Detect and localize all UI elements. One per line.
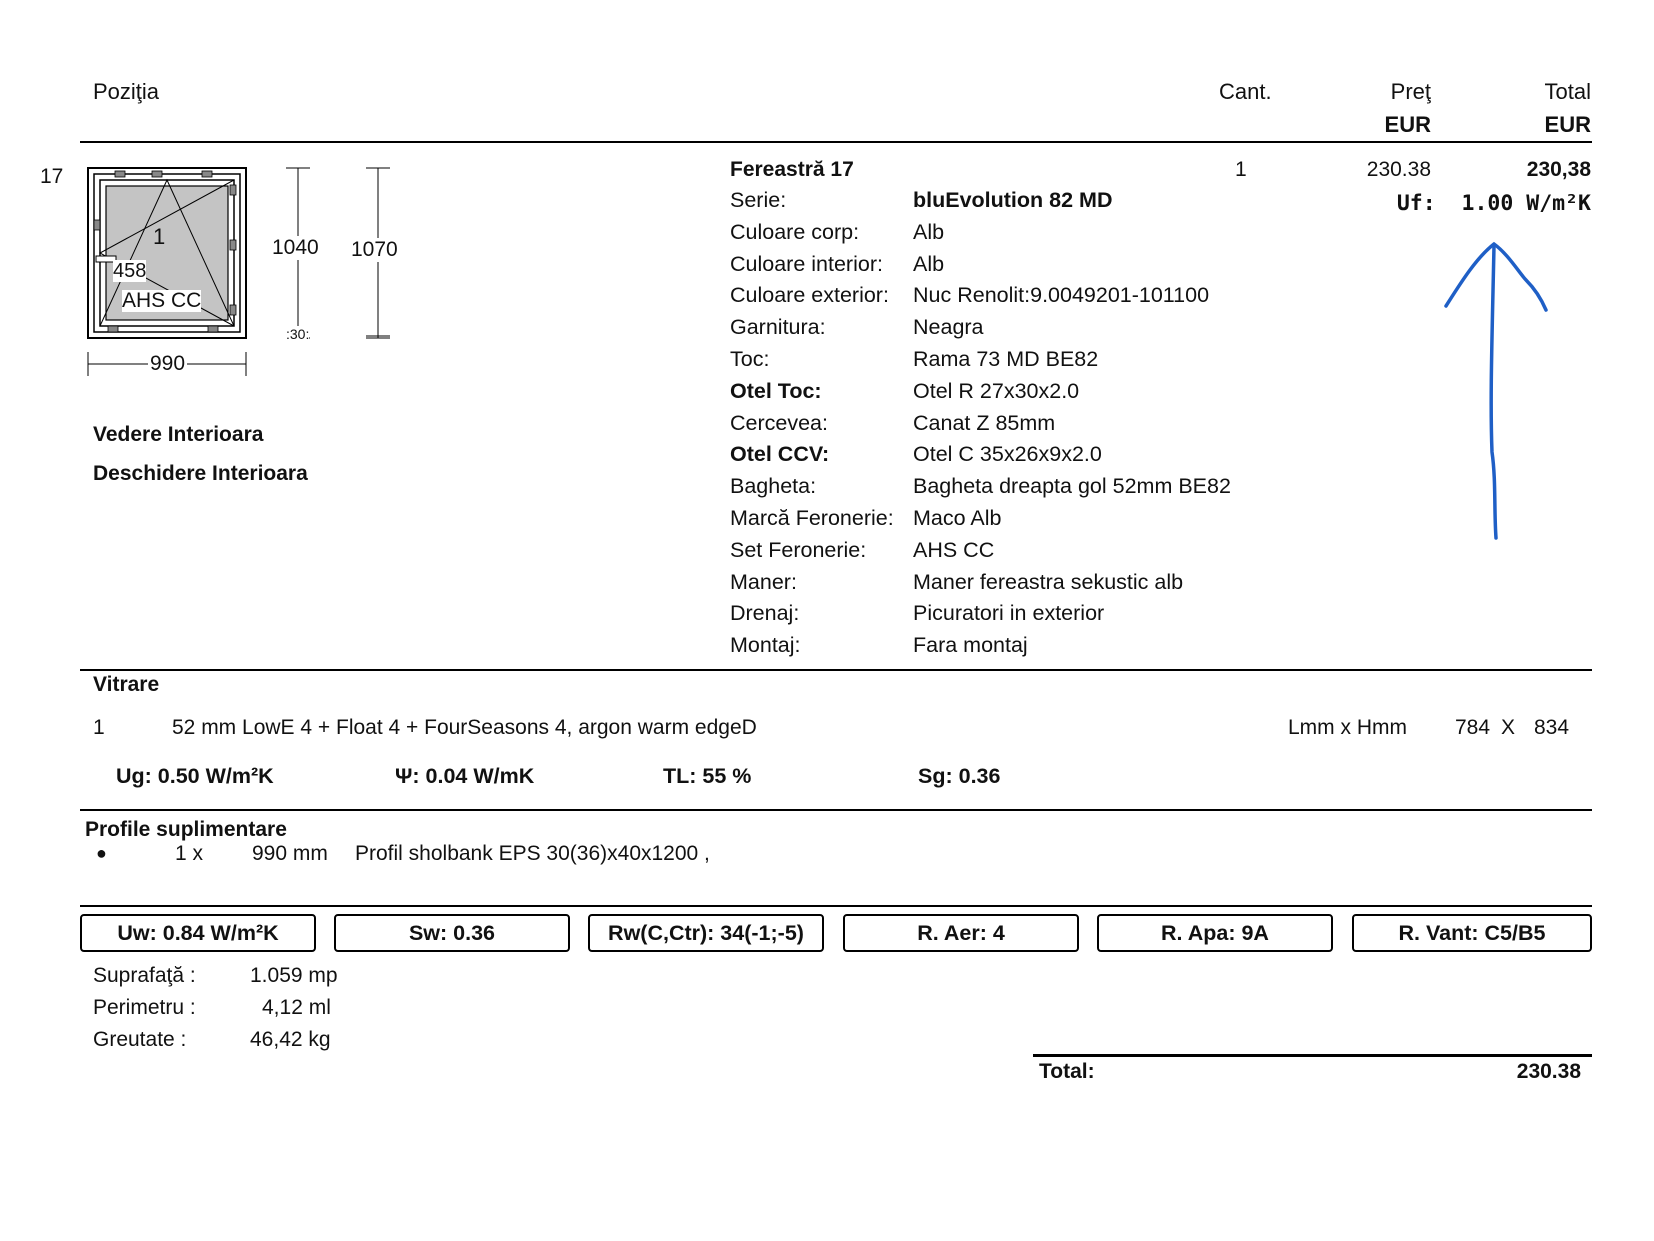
spec-value: Otel C 35x26x9x2.0 xyxy=(913,442,1102,467)
glazing-height: 834 xyxy=(1534,716,1570,739)
hardware-label: AHS CC xyxy=(122,289,202,312)
view-label: Vedere Interioara xyxy=(93,423,264,446)
hinge-icon xyxy=(230,240,236,250)
spec-row xyxy=(730,442,1102,472)
spec-label: Garnitura: xyxy=(730,315,826,340)
header-divider xyxy=(80,141,1592,143)
glazing-dims-label: Lmm x Hmm xyxy=(1288,716,1407,739)
item-name: Fereastră 17 xyxy=(730,158,854,181)
spec-label: Marcă Feronerie: xyxy=(730,506,894,530)
spec-label: Bagheta: xyxy=(730,474,817,499)
hinge-icon xyxy=(208,326,218,332)
profiles-divider xyxy=(80,905,1592,907)
spec-row xyxy=(730,283,1209,313)
arrow-up-annotation-icon xyxy=(1436,240,1556,550)
spec-row xyxy=(730,188,1112,218)
spec-row xyxy=(730,379,1079,409)
spec-row xyxy=(730,347,1098,377)
spec-value: Fara montaj xyxy=(913,633,1028,658)
spec-value: Picuratori in exterior xyxy=(913,601,1105,626)
spec-value: Bagheta dreapta gol 52mm BE82 xyxy=(913,474,1231,499)
glazing-index: 1 xyxy=(93,716,105,739)
spec-row xyxy=(730,601,1104,631)
spec-label: Serie: xyxy=(730,188,787,212)
dim-inner-height: 1040 xyxy=(272,236,319,259)
spec-value: Neagra xyxy=(913,315,984,340)
spec-value: Nuc Renolit:9.0049201-101100 xyxy=(913,283,1210,308)
dim-outer-height: 1070 xyxy=(351,238,398,261)
glazing-sg: Sg: 0.36 xyxy=(918,764,1001,788)
spec-value: Otel R 27x30x2.0 xyxy=(913,378,1080,403)
total-divider xyxy=(1033,1054,1592,1057)
spec-label: Drenaj: xyxy=(730,601,800,626)
spec-value: AHS CC xyxy=(913,537,995,562)
extra-profile-qty: 1 x xyxy=(175,842,204,865)
sash-number: 1 xyxy=(153,224,166,249)
header-total-currency: EUR xyxy=(1544,112,1591,137)
area-label: Suprafaţă : xyxy=(93,964,196,987)
spec-label: Set Feronerie: xyxy=(730,537,867,562)
spec-label: Culoare corp: xyxy=(730,219,860,244)
spec-value: Canat Z 85mm xyxy=(913,410,1056,435)
spec-divider xyxy=(80,669,1592,671)
performance-air: R. Aer: 4 xyxy=(843,914,1079,952)
hinge-icon xyxy=(230,185,236,195)
spec-row xyxy=(730,633,1028,663)
spec-value: Maco Alb xyxy=(913,506,1002,530)
hinge-icon xyxy=(108,326,118,332)
spec-value: bluEvolution 82 MD xyxy=(913,188,1113,212)
spec-row xyxy=(730,315,984,345)
glazing-width: 784 xyxy=(1455,716,1491,739)
glazing-x: X xyxy=(1501,716,1516,739)
spec-label: Montaj: xyxy=(730,633,801,658)
spec-label: Cercevea: xyxy=(730,410,828,435)
spec-label: Toc: xyxy=(730,347,770,371)
glazing-description: 52 mm LowE 4 + Float 4 + FourSeasons 4, argon warm edgeD xyxy=(172,716,757,739)
glazing-tl: TL: 55 % xyxy=(663,764,752,788)
total-label: Total: xyxy=(1039,1060,1095,1083)
spec-row xyxy=(730,220,944,250)
total-value: 230.38 xyxy=(1516,1060,1581,1083)
spec-value: Maner fereastra sekustic alb xyxy=(913,569,1184,594)
header-price: Preţ xyxy=(1390,79,1431,104)
item-total-price: 230,38 xyxy=(1526,158,1591,181)
spec-label: Culoare interior: xyxy=(730,251,883,276)
performance-uw: Uw: 0.84 W/m²K xyxy=(80,914,316,952)
performance-rw: Rw(C,Ctr): 34(-1;-5) xyxy=(588,914,824,952)
uf-value: Uf: 1.00 W/m²K xyxy=(1396,191,1591,216)
glazing-title: Vitrare xyxy=(93,673,160,696)
header-price-currency: EUR xyxy=(1384,112,1431,137)
glazing-ug: Ug: 0.50 W/m²K xyxy=(116,764,274,788)
hinge-icon xyxy=(202,171,212,177)
spec-row xyxy=(730,411,1055,441)
perimeter-value: 4,12 ml xyxy=(262,996,331,1019)
spec-row xyxy=(730,474,1231,504)
spec-label: Maner: xyxy=(730,569,797,594)
dim-sill-offset: :30: xyxy=(286,326,310,342)
weight-value: 46,42 kg xyxy=(250,1028,331,1051)
glazing-psi: Ψ: 0.04 W/mK xyxy=(395,764,535,788)
spec-row xyxy=(730,252,944,282)
area-value: 1.059 mp xyxy=(250,964,338,987)
hinge-icon xyxy=(115,171,125,177)
extra-profile-length: 990 mm xyxy=(252,842,328,865)
perimeter-label: Perimetru : xyxy=(93,996,196,1019)
header-position: Poziţia xyxy=(93,79,160,104)
performance-wind: R. Vant: C5/B5 xyxy=(1352,914,1592,952)
spec-row xyxy=(730,506,1001,536)
extra-profile-name: Profil sholbank EPS 30(36)x40x1200 , xyxy=(355,842,710,865)
hinge-icon xyxy=(94,220,100,230)
spec-row xyxy=(730,538,994,568)
header-total: Total xyxy=(1544,79,1591,104)
spec-label: Otel CCV: xyxy=(730,442,830,467)
glazing-divider xyxy=(80,809,1592,811)
spec-row xyxy=(730,570,1183,600)
spec-label: Otel Toc: xyxy=(730,378,822,403)
header-quantity: Cant. xyxy=(1219,79,1272,104)
weight-label: Greutate : xyxy=(93,1028,187,1051)
spec-label: Culoare exterior: xyxy=(730,283,889,308)
opening-label: Deschidere Interioara xyxy=(93,462,308,485)
dim-width: 990 xyxy=(150,352,186,375)
spec-value: Alb xyxy=(913,219,945,244)
item-number: 17 xyxy=(40,165,64,188)
hinge-icon xyxy=(152,171,162,177)
performance-sw: Sw: 0.36 xyxy=(334,914,570,952)
handle-height: 458 xyxy=(113,260,147,282)
extra-profiles-title: Profile suplimentare xyxy=(85,818,287,841)
item-unit-price: 230.38 xyxy=(1366,158,1431,181)
spec-value: Alb xyxy=(913,251,945,276)
item-quantity: 1 xyxy=(1235,158,1247,181)
hinge-icon xyxy=(230,305,236,315)
spec-value: Rama 73 MD BE82 xyxy=(913,347,1099,371)
performance-water: R. Apa: 9A xyxy=(1097,914,1333,952)
bullet-icon: ● xyxy=(96,843,107,863)
